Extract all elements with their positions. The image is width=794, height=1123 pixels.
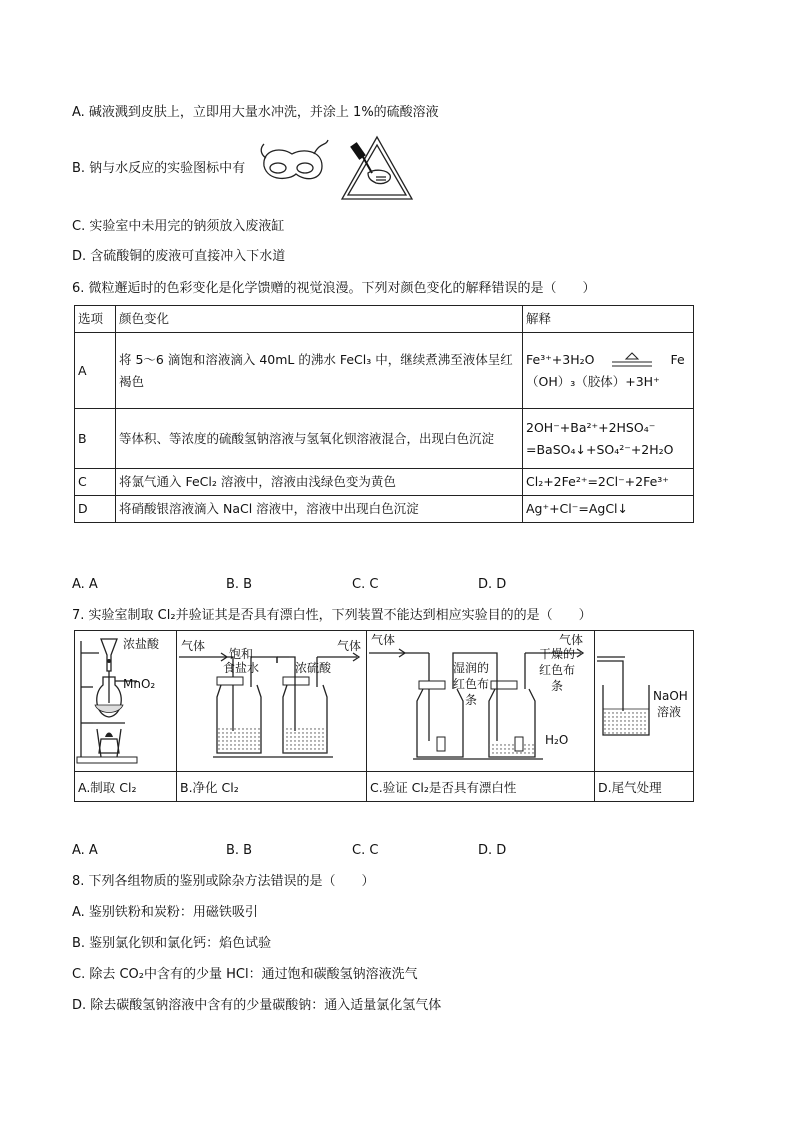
sharp-object-warning-icon	[338, 133, 416, 203]
apparatus-c	[367, 631, 595, 771]
label-h2o: H₂O	[545, 733, 569, 747]
label-wet-3: 条	[465, 693, 478, 707]
q5-option-c: C. 实验室中未用完的钠须放入废液缸	[72, 219, 285, 234]
q8-option-b: B. 鉴别氯化钡和氯化钙：焰色试验	[72, 936, 272, 951]
table-row	[75, 333, 694, 409]
q7-answer-c: C. C	[352, 843, 379, 858]
caption-a: A.制取 Cl₂	[75, 771, 177, 802]
q7-answer-a: A. A	[72, 843, 98, 858]
change-cell: 将 5～6 滴饱和溶液滴入 40mL 的沸水 FeCl₃ 中，继续煮沸至液体呈红褐色	[116, 333, 523, 409]
option-cell: C	[75, 469, 116, 496]
caption-b: B.净化 Cl₂	[177, 771, 367, 802]
q8-option-d: D. 除去碳酸氢钠溶液中含有的少量碳酸钠：通入适量氯化氢气体	[72, 998, 442, 1013]
equation-left: Fe³⁺+3H₂O	[526, 351, 595, 367]
explanation-cell: Cl₂+2Fe²⁺=2Cl⁻+2Fe³⁺	[523, 469, 694, 496]
q6-answer-b: B. B	[226, 577, 253, 592]
explanation-cell: Ag⁺+Cl⁻=AgCl↓	[523, 496, 694, 523]
q8-option-c: C. 除去 CO₂中含有的少量 HCl：通过饱和碳酸氢钠溶液洗气	[72, 967, 418, 982]
table-header-cell: 颜色变化	[116, 306, 523, 333]
q5-option-b: B. 钠与水反应的实验图标中有	[72, 161, 246, 176]
equation-line2: =BaSO₄↓+SO₄²⁻+2H₂O	[526, 441, 674, 457]
q6-answer-d: D. D	[478, 577, 507, 592]
q7-stem: 7. 实验室制取 Cl₂并验证其是否具有漂白性，下列装置不能达到相应实验目的的是（ ）	[72, 608, 592, 623]
label-salt-water: 食盐水	[223, 661, 260, 675]
table-row	[75, 409, 694, 469]
equation-right: Fe	[670, 351, 685, 367]
q6-answer-c: C. C	[352, 577, 379, 592]
goggles-icon	[258, 136, 330, 196]
caption-c: C.验证 Cl₂是否具有漂白性	[367, 771, 595, 802]
change-cell: 等体积、等浓度的硫酸氢钠溶液与氢氧化钡溶液混合，出现白色沉淀	[116, 409, 523, 469]
change-cell: 将氯气通入 FeCl₂ 溶液中，溶液由浅绿色变为黄色	[116, 469, 523, 496]
equation-line2: （OH）₃（胶体）+3H⁺	[526, 373, 660, 389]
label-dry-2: 红色布	[539, 663, 576, 677]
explanation-cell	[523, 333, 694, 409]
apparatus-b	[177, 631, 367, 771]
table-row	[75, 496, 694, 523]
q7-answer-b: B. B	[226, 843, 253, 858]
table-header-cell: 选项	[75, 306, 116, 333]
label-solution: 溶液	[657, 705, 682, 719]
q7-answer-d: D. D	[478, 843, 507, 858]
q7-apparatus-figure	[74, 630, 694, 802]
caption-d: D.尾气处理	[595, 771, 693, 802]
table-header-cell: 解释	[523, 306, 694, 333]
label-gas-out: 气体	[559, 633, 584, 647]
q5-option-a: A. 碱液溅到皮肤上，立即用大量水冲洗，并涂上 1%的硫酸溶液	[72, 105, 439, 120]
q8-stem: 8. 下列各组物质的鉴别或除杂方法错误的是（ ）	[72, 874, 375, 889]
option-cell: B	[75, 409, 116, 469]
q5-option-d: D. 含硫酸铜的废液可直接冲入下水道	[72, 249, 286, 264]
explanation-cell	[523, 409, 694, 469]
label-mno2: MnO₂	[123, 677, 156, 691]
label-wet-2: 红色布	[453, 677, 490, 691]
apparatus-a	[75, 631, 177, 771]
table-row	[75, 469, 694, 496]
option-cell: D	[75, 496, 116, 523]
label-gas-in: 气体	[181, 639, 206, 653]
equation-line1: 2OH⁻+Ba²⁺+2HSO₄⁻	[526, 419, 656, 435]
change-cell: 将硝酸银溶液滴入 NaCl 溶液中，溶液中出现白色沉淀	[116, 496, 523, 523]
label-saturated: 饱和	[229, 647, 254, 661]
chlorine-generator-diagram	[75, 631, 177, 771]
apparatus-d	[595, 631, 695, 771]
label-gas-out: 气体	[337, 639, 362, 653]
option-cell: A	[75, 333, 116, 409]
q6-stem: 6. 微粒邂逅时的色彩变化是化学馈赠的视觉浪漫。下列对颜色变化的解释错误的是（ ）	[72, 281, 596, 296]
label-gas-in: 气体	[371, 633, 396, 647]
label-dry-1: 干燥的	[539, 647, 576, 661]
table-header-row	[75, 306, 694, 333]
label-conc-hcl: 浓盐酸	[123, 637, 160, 651]
heat-equilibrium-arrow-icon	[610, 351, 654, 369]
q6-answer-a: A. A	[72, 577, 98, 592]
label-wet-1: 湿润的	[453, 661, 490, 675]
q8-option-a: A. 鉴别铁粉和炭粉：用磁铁吸引	[72, 905, 258, 920]
label-naoh: NaOH	[653, 689, 688, 703]
q6-table	[74, 305, 694, 523]
label-dry-3: 条	[551, 679, 564, 693]
label-conc-h2so4: 浓硫酸	[295, 661, 332, 675]
